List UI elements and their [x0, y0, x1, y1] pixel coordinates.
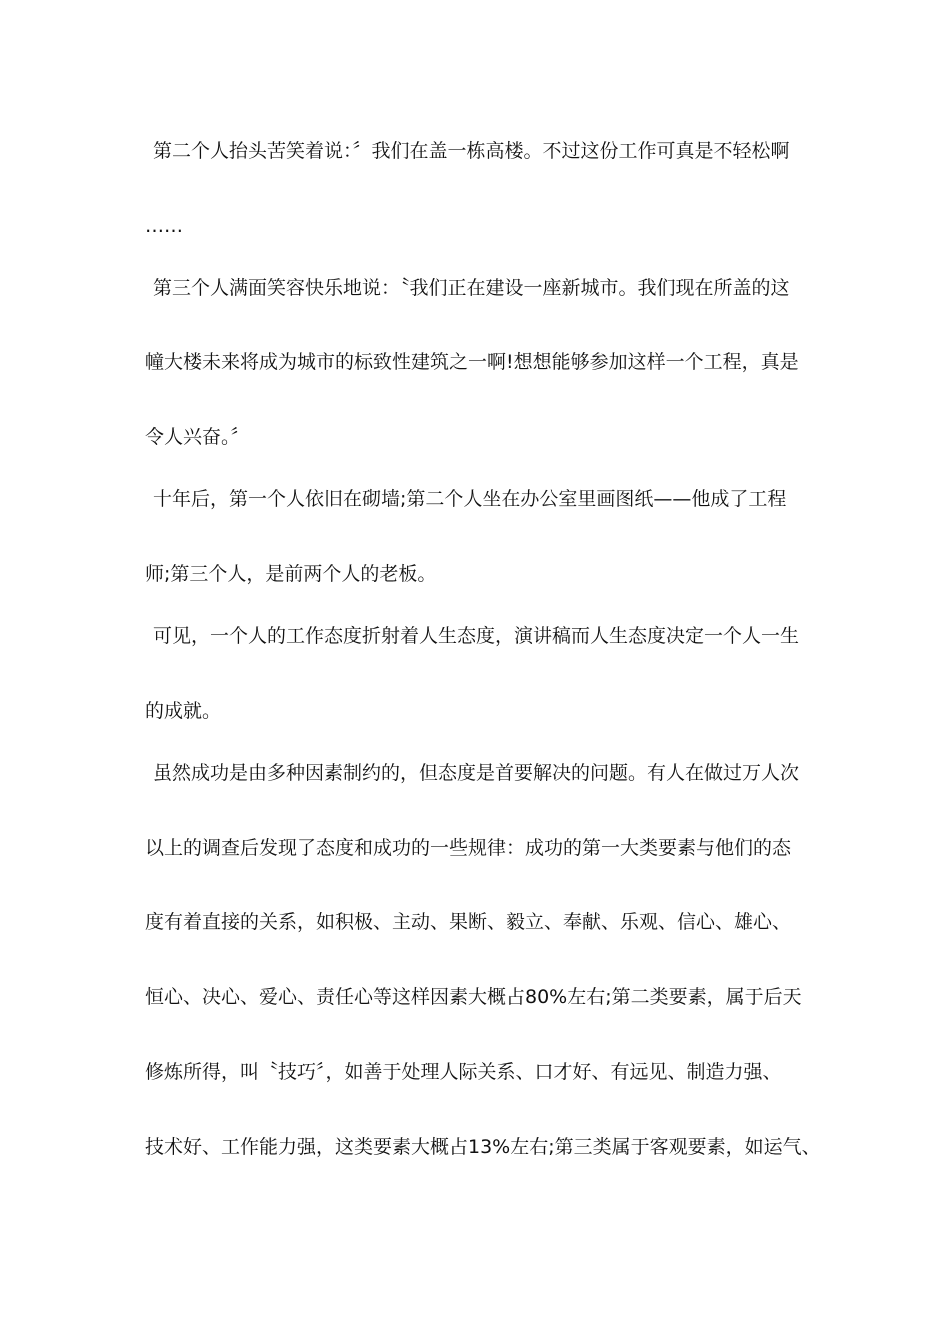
paragraph-line: 以上的调查后发现了态度和成功的一些规律：成功的第一大类要素与他们的态 — [145, 837, 792, 859]
paragraph-line: 十年后，第一个人依旧在砌墙;第二个人坐在办公室里画图纸——他成了工程 — [153, 488, 787, 510]
paragraph-line: 修炼所得，叫〝技巧〞，如善于处理人际关系、口才好、有远见、制造力强、 — [145, 1061, 782, 1083]
paragraph-line: 恒心、决心、爱心、责任心等这样因素大概占80%左右;第二类要素，属于后天 — [145, 986, 802, 1008]
paragraph-line: 幢大楼未来将成为城市的标致性建筑之一啊!想想能够参加这样一个工程，真是 — [145, 351, 799, 373]
paragraph-line: 师;第三个人，是前两个人的老板。 — [145, 563, 437, 585]
paragraph-line: 第三个人满面笑容快乐地说：〝我们正在建设一座新城市。我们现在所盖的这 — [153, 277, 790, 299]
paragraph-line: 的成就。 — [145, 700, 222, 722]
paragraph-line: …… — [145, 215, 183, 237]
paragraph-line: 令人兴奋。〞 — [145, 426, 250, 448]
paragraph-line: 虽然成功是由多种因素制约的，但态度是首要解决的问题。有人在做过万人次 — [153, 762, 800, 784]
paragraph-line: 技术好、工作能力强，这类要素大概占13%左右;第三类属于客观要素，如运气、 — [145, 1136, 821, 1158]
paragraph-line: 可见，一个人的工作态度折射着人生态度，演讲稿而人生态度决定一个人一生 — [153, 625, 800, 647]
paragraph-line: 度有着直接的关系，如积极、主动、果断、毅立、奉献、乐观、信心、雄心、 — [145, 911, 792, 933]
paragraph-line: 第二个人抬头苦笑着说：〞我们在盖一栋高楼。不过这份工作可真是不轻松啊 — [153, 140, 790, 162]
